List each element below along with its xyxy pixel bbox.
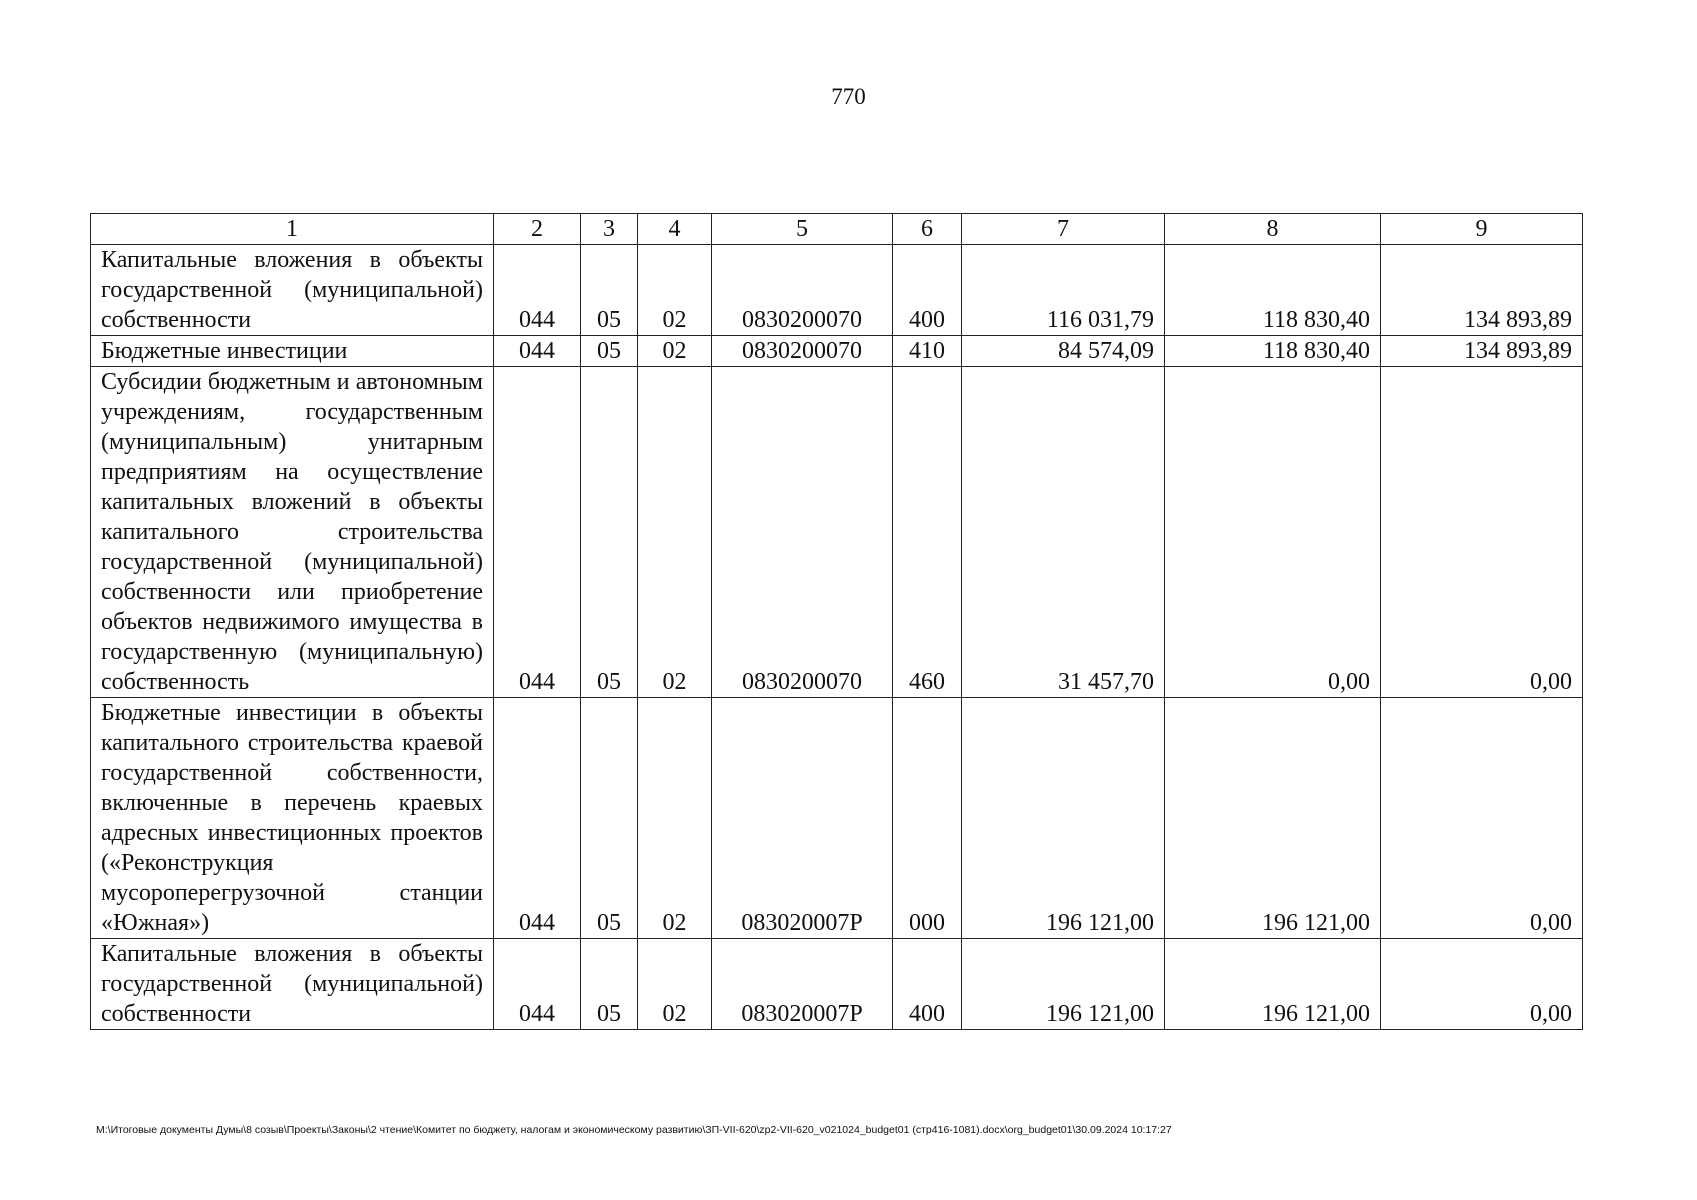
cell-amount-col7: 84 574,09 — [962, 336, 1165, 367]
cell-section: 05 — [581, 245, 638, 336]
cell-subsection: 02 — [638, 939, 712, 1030]
cell-amount-col7: 196 121,00 — [962, 698, 1165, 939]
cell-expense-type: 400 — [893, 245, 962, 336]
cell-subsection: 02 — [638, 367, 712, 698]
header-cell: 7 — [962, 214, 1165, 245]
cell-expense-type: 410 — [893, 336, 962, 367]
cell-section: 05 — [581, 367, 638, 698]
cell-ministry-code: 044 — [494, 336, 581, 367]
cell-expense-type: 000 — [893, 698, 962, 939]
cell-ministry-code: 044 — [494, 698, 581, 939]
cell-target-article: 083020007Р — [712, 939, 893, 1030]
footer-file-path: M:\Итоговые документы Думы\8 созыв\Проекты\Законы\2 чтение\Комитет по бюджету, налогам и экономическому развитию\ЗП-VII-620\zp2-VII-620_v021024_budget01 (стр416-1081).docx\org_budget01\30.09.2024 10:17:27 — [96, 1124, 1172, 1136]
cell-subsection: 02 — [638, 245, 712, 336]
cell-expense-type: 460 — [893, 367, 962, 698]
row-name: Бюджетные инвестиции в объекты капитального строительства краевой государственной собственности, включенные в перечень краевых адресных инвестиционных проектов («Реконструкция мусороперегрузочной станции «Южная») — [91, 698, 494, 939]
cell-amount-col7: 196 121,00 — [962, 939, 1165, 1030]
cell-subsection: 02 — [638, 698, 712, 939]
cell-amount-col9: 134 893,89 — [1381, 245, 1583, 336]
row-name: Капитальные вложения в объекты государственной (муниципальной) собственности — [91, 939, 494, 1030]
cell-amount-col9: 134 893,89 — [1381, 336, 1583, 367]
table-row — [91, 367, 1583, 698]
cell-section: 05 — [581, 336, 638, 367]
page-number: 770 — [831, 84, 866, 109]
cell-ministry-code: 044 — [494, 245, 581, 336]
cell-target-article: 0830200070 — [712, 367, 893, 698]
header-cell: 6 — [893, 214, 962, 245]
cell-amount-col8: 196 121,00 — [1165, 698, 1381, 939]
cell-expense-type: 400 — [893, 939, 962, 1030]
header-cell: 5 — [712, 214, 893, 245]
cell-target-article: 083020007Р — [712, 698, 893, 939]
header-cell: 9 — [1381, 214, 1583, 245]
cell-amount-col8: 118 830,40 — [1165, 336, 1381, 367]
row-name: Субсидии бюджетным и автономным учреждениям, государственным (муниципальным) унитарным предприятиям на осуществление капитальных вложений в объекты капитального строительства государственной (муниципальной) собственности или приобретение объектов недвижимого имущества в государственную (муниципальную) собственность — [91, 367, 494, 698]
header-cell: 1 — [91, 214, 494, 245]
header-cell: 4 — [638, 214, 712, 245]
row-name: Капитальные вложения в объекты государственной (муниципальной) собственности — [91, 245, 494, 336]
cell-target-article: 0830200070 — [712, 245, 893, 336]
cell-amount-col9: 0,00 — [1381, 367, 1583, 698]
header-row — [91, 214, 1583, 245]
cell-amount-col7: 116 031,79 — [962, 245, 1165, 336]
cell-amount-col8: 118 830,40 — [1165, 245, 1381, 336]
cell-amount-col9: 0,00 — [1381, 939, 1583, 1030]
cell-target-article: 0830200070 — [712, 336, 893, 367]
cell-amount-col8: 0,00 — [1165, 367, 1381, 698]
cell-amount-col9: 0,00 — [1381, 698, 1583, 939]
cell-ministry-code: 044 — [494, 939, 581, 1030]
table-row — [91, 336, 1583, 367]
header-cell: 3 — [581, 214, 638, 245]
cell-ministry-code: 044 — [494, 367, 581, 698]
table-row — [91, 245, 1583, 336]
cell-amount-col8: 196 121,00 — [1165, 939, 1381, 1030]
header-cell: 8 — [1165, 214, 1381, 245]
cell-section: 05 — [581, 939, 638, 1030]
cell-subsection: 02 — [638, 336, 712, 367]
cell-amount-col7: 31 457,70 — [962, 367, 1165, 698]
budget-table — [90, 213, 1583, 1030]
row-name: Бюджетные инвестиции — [91, 336, 494, 367]
header-cell: 2 — [494, 214, 581, 245]
cell-section: 05 — [581, 698, 638, 939]
table-row — [91, 698, 1583, 939]
table-row — [91, 939, 1583, 1030]
